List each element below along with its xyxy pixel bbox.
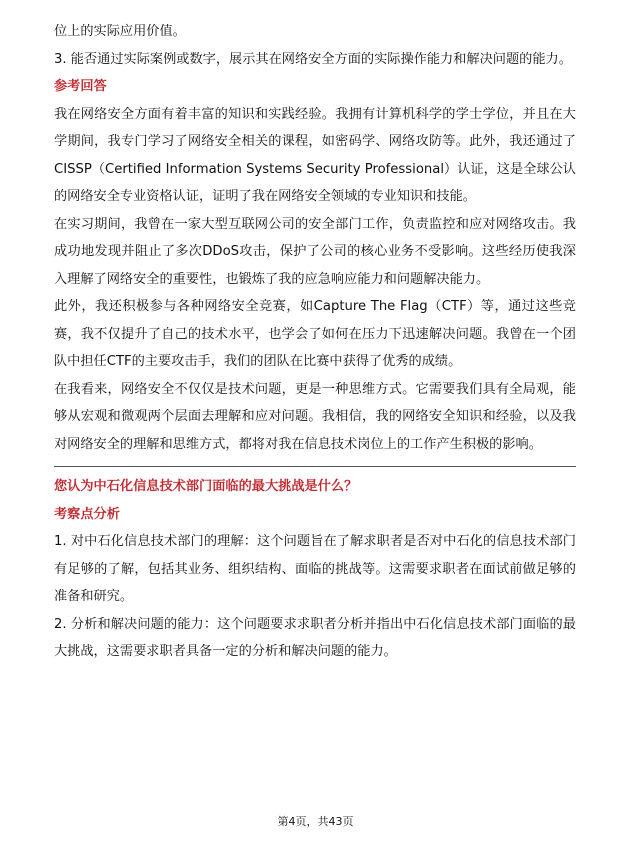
section-divider xyxy=(54,466,576,467)
text-paragraph: 位上的实际应用价值。 xyxy=(54,24,186,39)
reference-answer-heading: 参考回答 xyxy=(54,79,107,94)
text-paragraph: 3. 能否通过实际案例或数字，展示其在网络安全方面的实际操作能力和解决问题的能力。 xyxy=(54,51,572,67)
page-number-footer: 第4页，共43页 xyxy=(277,815,354,828)
analysis-heading: 考察点分析 xyxy=(54,506,120,522)
answer-paragraph: 我在网络安全方面有着丰富的知识和实践经验。我拥有计算机科学的学士学位，并且在大学期间，我专门学习了网络安全相关的课程，如密码学、网络攻防等。此外，我还通过了CISSP（Certified Information Systems Security Professional）认证，这是全球公认的网络安全专业资格认证，证明了我在网络安全领域的专业知识和技能。 xyxy=(54,106,576,204)
question-heading: 您认为中石化信息技术部门面临的最大挑战是什么？ xyxy=(54,479,358,494)
document-page xyxy=(54,18,576,666)
answer-paragraph: 在实习期间，我曾在一家大型互联网公司的安全部门工作，负责监控和应对网络攻击。我成功地发现并阻止了多次DDoS攻击，保护了公司的核心业务不受影响。这些经历使我深入理解了网络安全的重要性，也锻炼了我的应急响应能力和问题解决能力。 xyxy=(54,216,576,287)
answer-paragraph: 此外，我还积极参与各种网络安全竞赛，如Capture The Flag（CTF）等，通过这些竞赛，我不仅提升了自己的技术水平，也学会了如何在压力下迅速解决问题。我曾在一个团队中担任CTF的主要攻击手，我们的团队在比赛中获得了优秀的成绩。 xyxy=(54,299,576,369)
answer-paragraph: 在我看来，网络安全不仅仅是技术问题，更是一种思维方式。它需要我们具有全局观，能够从宏观和微观两个层面去理解和应对问题。我相信，我的网络安全知识和经验，以及我对网络安全的理解和思维方式，都将对我在信息技术岗位上的工作产生积极的影响。 xyxy=(54,381,576,452)
analysis-paragraph: 1. 对中石化信息技术部门的理解：这个问题旨在了解求职者是否对中石化的信息技术部门有足够的了解，包括其业务、组织结构、面临的挑战等。这需要求职者在面试前做足够的准备和研究。 xyxy=(54,534,576,604)
analysis-paragraph: 2. 分析和解决问题的能力：这个问题要求求职者分析并指出中石化信息技术部门面临的最大挑战，这需要求职者具备一定的分析和解决问题的能力。 xyxy=(54,616,576,659)
